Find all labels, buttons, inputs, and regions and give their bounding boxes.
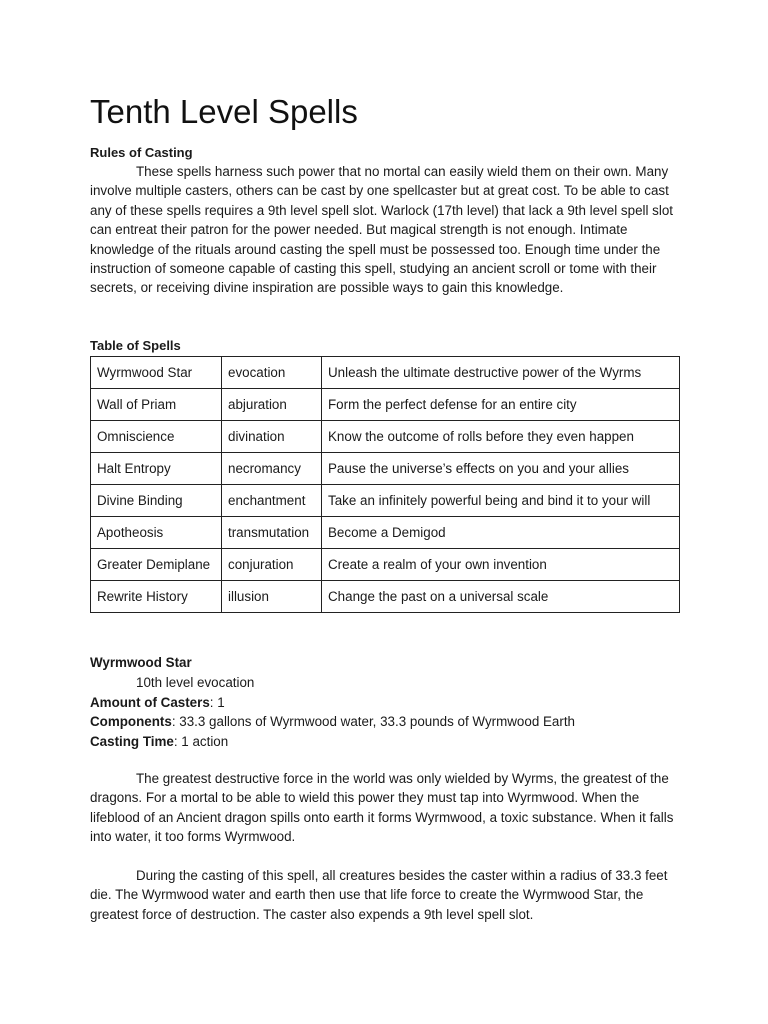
spell-name-cell: Divine Binding xyxy=(91,485,222,517)
spell-school-cell: conjuration xyxy=(222,549,322,581)
spell-name-cell: Apotheosis xyxy=(91,517,222,549)
spell-description-1: The greatest destructive force in the world was only wielded by Wyrms, the greatest of the dragons. For a mortal to be able to wield this power they must tap into Wyrmwood. When the lifeblood of an Ancient dragon spills onto earth it forms Wyrmwood, a toxic substance. When it falls into water, it too forms Wyrmwood. xyxy=(90,771,674,845)
spell-school-cell: evocation xyxy=(222,357,322,389)
spell-effect-cell: Take an infinitely powerful being and bind it to your will xyxy=(322,485,680,517)
casters-line xyxy=(90,693,680,713)
spell-effect-cell: Form the perfect defense for an entire city xyxy=(322,389,680,421)
spell-name-cell: Wall of Priam xyxy=(91,389,222,421)
table-row xyxy=(91,453,680,485)
spell-school-cell: enchantment xyxy=(222,485,322,517)
spell-name-cell: Wyrmwood Star xyxy=(91,357,222,389)
casting-time-value: : 1 action xyxy=(173,734,229,750)
spell-school-cell: transmutation xyxy=(222,517,322,549)
table-row xyxy=(91,549,680,581)
table-row xyxy=(91,485,680,517)
spell-effect-cell: Create a realm of your own invention xyxy=(322,549,680,581)
spells-table xyxy=(90,356,680,613)
spell-name-cell: Greater Demiplane xyxy=(91,549,222,581)
spell-name: Wyrmwood Star xyxy=(90,655,192,670)
table-row xyxy=(91,517,680,549)
spell-level-school: 10th level evocation xyxy=(136,674,255,690)
casters-label: Amount of Casters xyxy=(90,694,210,710)
spell-name-cell: Rewrite History xyxy=(91,581,222,613)
casting-time-line xyxy=(90,732,680,752)
spell-effect-cell: Know the outcome of rolls before they even happen xyxy=(322,421,680,453)
spell-effect-cell: Unleash the ultimate destructive power of the Wyrms xyxy=(322,357,680,389)
rules-paragraph: These spells harness such power that no mortal can easily wield them on their own. Many involve multiple casters, others can be cast by one spellcaster but at great cost. To be able to cast any of these spells requires a 9th level spell slot. Warlock (17th level) that lack a 9th level spell slot can entreat their patron for the power needed. But magical strength is not enough. Intimate knowledge of the rituals around casting the spell must be possessed too. Enough time under the instruction of someone capable of casting this spell, studying an ancient scroll or tome with their secrets, or receiving divine inspiration are possible ways to gain this knowledge. xyxy=(90,164,674,296)
spell-name-cell: Halt Entropy xyxy=(91,453,222,485)
components-line xyxy=(90,712,680,732)
table-heading: Table of Spells xyxy=(90,338,181,353)
spell-school-cell: divination xyxy=(222,421,322,453)
table-row xyxy=(91,421,680,453)
spell-school-cell: necromancy xyxy=(222,453,322,485)
spell-school-cell: abjuration xyxy=(222,389,322,421)
spell-name-cell: Omniscience xyxy=(91,421,222,453)
components-label: Components xyxy=(90,714,172,730)
casters-value: : 1 xyxy=(209,694,225,710)
spell-detail xyxy=(90,653,680,752)
casting-time-label: Casting Time xyxy=(90,734,174,750)
rules-heading: Rules of Casting xyxy=(90,145,193,160)
page-title: Tenth Level Spells xyxy=(90,93,358,130)
spell-effect-cell: Pause the universe’s effects on you and your allies xyxy=(322,453,680,485)
spell-effect-cell: Change the past on a universal scale xyxy=(322,581,680,613)
spell-effect-cell: Become a Demigod xyxy=(322,517,680,549)
table-row xyxy=(91,581,680,613)
components-value: : 33.3 gallons of Wyrmwood water, 33.3 pounds of Wyrmwood Earth xyxy=(171,714,575,730)
spell-school-cell: illusion xyxy=(222,581,322,613)
table-row xyxy=(91,389,680,421)
table-row xyxy=(91,357,680,389)
spell-description-2: During the casting of this spell, all creatures besides the caster within a radius of 33.3 feet die. The Wyrmwood water and earth then use that life force to create the Wyrmwood Star, the greatest force of destruction. The caster also expends a 9th level spell slot. xyxy=(90,868,668,922)
